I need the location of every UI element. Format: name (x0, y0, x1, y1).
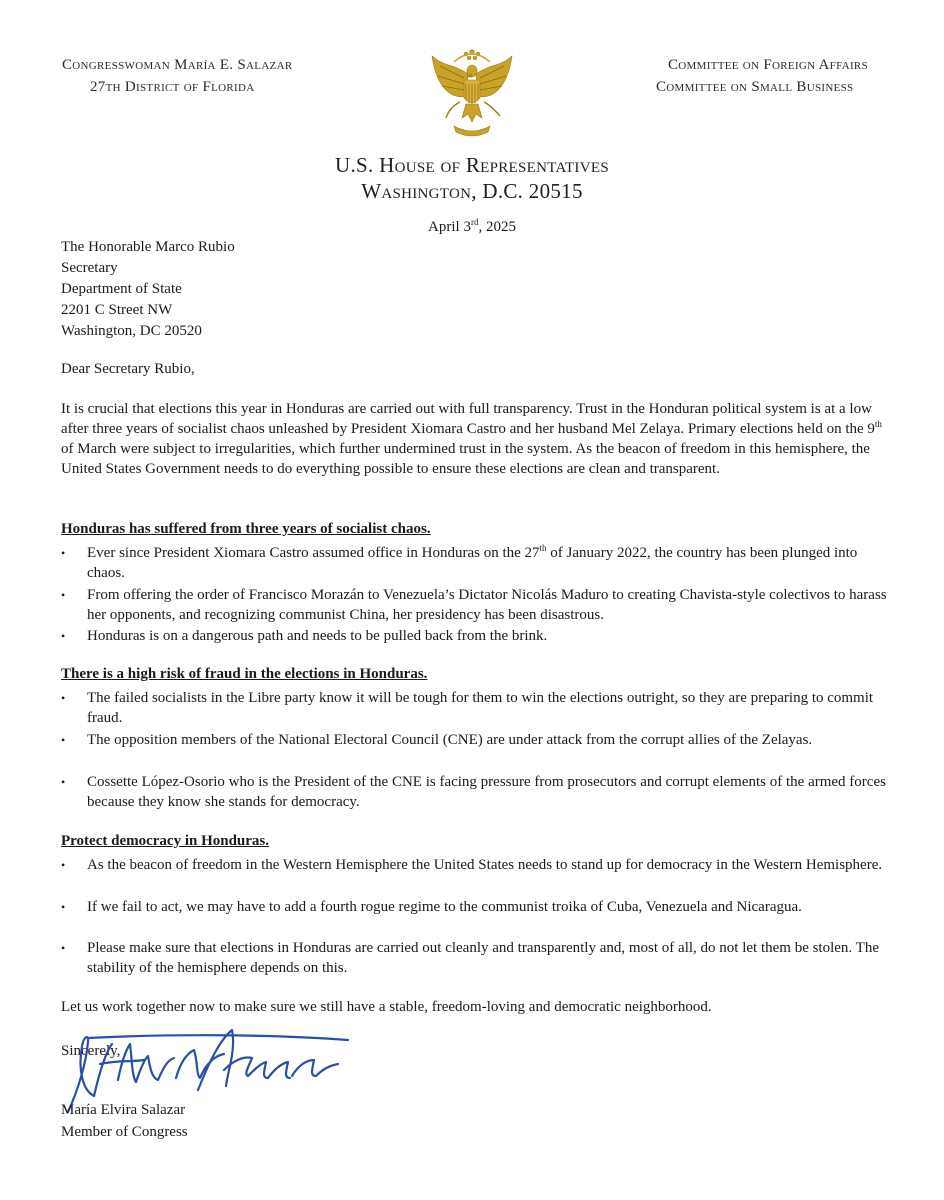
member-district: 27th District of Florida (90, 79, 255, 95)
list-item (61, 730, 891, 750)
intro-text-1: It is crucial that elections this year in Honduras are carried out with full transparency. Trust in the Honduran political system is at a low after three years of socialist chaos unleashed by President Xiomara Castro and her husband Mel Zelaya. Primary elections held on the 9 (61, 401, 875, 437)
bullet-icon: • (61, 588, 66, 602)
list-item (61, 543, 891, 583)
bullet-text: Honduras is on a dangerous path and needs to be pulled back from the brink. (87, 628, 548, 644)
signer-title: Member of Congress (61, 1124, 188, 1140)
great-seal-eagle-icon (424, 44, 520, 144)
salutation: Dear Secretary Rubio, (61, 361, 195, 377)
recipient-name: The Honorable Marco Rubio (61, 239, 235, 255)
bullet-icon: • (61, 691, 66, 705)
intro-paragraph (61, 399, 891, 479)
bullet-text: The opposition members of the National Electoral Council (CNE) are under attack from the corrupt allies of the Zelayas. (87, 732, 813, 748)
bullet-text: of January 2022, the country has been plunged into chaos. (87, 545, 858, 581)
bullet-icon: • (61, 629, 66, 643)
list-item (61, 688, 891, 728)
section-heading-protect-democracy: Protect democracy in Honduras. (61, 833, 270, 849)
bullet-icon: • (61, 775, 66, 789)
house-address (0, 152, 944, 204)
list-item (61, 626, 891, 646)
date-suffix: rd (470, 217, 479, 227)
date-year: , 2025 (478, 219, 516, 235)
list-item (61, 585, 891, 625)
intro-text-2: of March were subject to irregularities, which further undermined trust in the system. As the beacon of freedom in this hemisphere, the United States Government needs to do everything possible to ensure these elections are clean and transparent. (61, 441, 870, 477)
recipient-address (61, 237, 235, 342)
closing-paragraph: Let us work together now to make sure we still have a stable, freedom-loving and democratic neighborhood. (61, 999, 712, 1015)
bullet-text: Please make sure that elections in Honduras are carried out cleanly and transparently and, most of all, do not let them be stolen. The stability of the hemisphere depends on this. (87, 940, 879, 976)
list-item (61, 938, 891, 978)
recipient-department: Department of State (61, 281, 182, 297)
list-item (61, 855, 891, 875)
bullet-text: Cossette López-Osorio who is the President of the CNE is facing pressure from prosecutors and corrupt elements of the armed forces because they know she stands for democracy. (87, 774, 886, 810)
signer-name: María Elvira Salazar (61, 1102, 186, 1118)
bullet-text: Ever since President Xiomara Castro assumed office in Honduras on the 27 (87, 545, 540, 561)
member-name: Congresswoman María E. Salazar (62, 57, 293, 73)
recipient-title: Secretary (61, 260, 118, 276)
house-name: U.S. House of Representatives (335, 153, 609, 177)
bullet-text: As the beacon of freedom in the Western Hemisphere the United States needs to stand up for democracy in the Western Hemisphere. (87, 857, 883, 873)
committee-foreign-affairs: Committee on Foreign Affairs (668, 57, 868, 73)
list-item (61, 897, 891, 917)
bullet-icon: • (61, 900, 66, 914)
signer-block (61, 1099, 188, 1143)
bullet-text: The failed socialists in the Libre party know it will be tough for them to win the elections outright, so they are preparing to commit fraud. (87, 690, 874, 726)
committee-small-business: Committee on Small Business (656, 79, 854, 95)
letterhead-member (62, 54, 292, 98)
recipient-street: 2201 C Street NW (61, 302, 173, 318)
bullet-icon: • (61, 941, 66, 955)
recipient-city: Washington, DC 20520 (61, 323, 202, 339)
list-item (61, 772, 891, 812)
house-city: Washington, D.C. 20515 (361, 179, 583, 203)
letter-date (0, 217, 944, 236)
intro-sup: th (874, 419, 882, 429)
date-month: April 3 (428, 219, 471, 235)
letterhead-committees (656, 54, 868, 98)
bullet-sup: th (539, 543, 547, 553)
bullet-icon: • (61, 858, 66, 872)
bullet-text: If we fail to act, we may have to add a fourth rogue regime to the communist troika of Cuba, Venezuela and Nicaragua. (87, 899, 802, 915)
section-heading-socialist-chaos: Honduras has suffered from three years of socialist chaos. (61, 521, 431, 537)
sign-off: Sincerely, (61, 1043, 121, 1059)
bullet-icon: • (61, 546, 66, 560)
bullet-icon: • (61, 733, 66, 747)
bullet-text: From offering the order of Francisco Morazán to Venezuela’s Dictator Nicolás Maduro to creating Chavista-style colectivos to harass her opponents, and recognizing communist China, her presidency has been disastrous. (87, 587, 887, 623)
section-heading-fraud-risk: There is a high risk of fraud in the elections in Honduras. (61, 666, 428, 682)
